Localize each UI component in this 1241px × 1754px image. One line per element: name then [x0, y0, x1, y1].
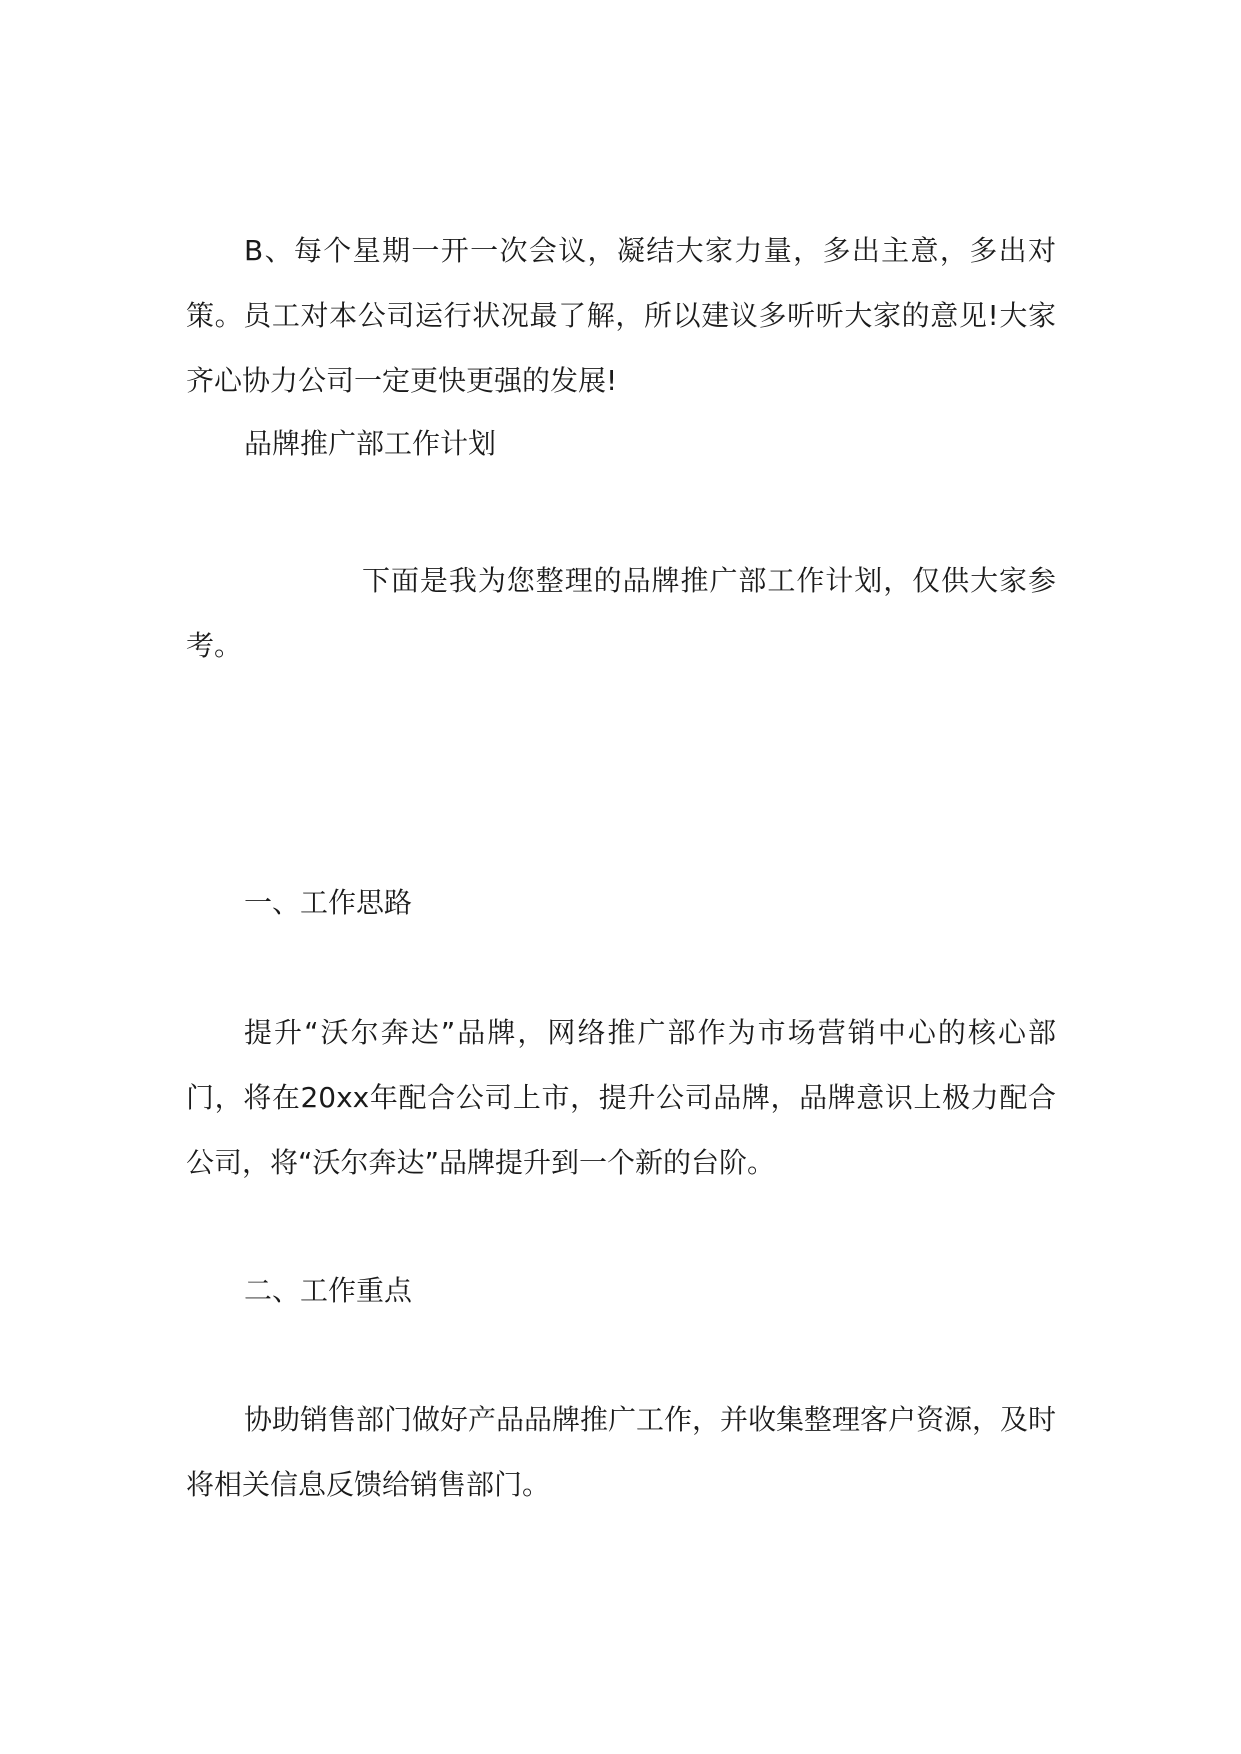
- heading-work-focus: 二、工作重点: [244, 1274, 413, 1307]
- heading-work-approach: 一、工作思路: [244, 886, 413, 919]
- intro-paragraph: 下面是我为您整理的品牌推广部工作计划，仅供大家参考。: [186, 564, 1056, 662]
- body-paragraph: 协助销售部门做好产品品牌推广工作，并收集整理客户资源，及时将相关信息反馈给销售部门。: [186, 1403, 1057, 1501]
- body-paragraph: B、每个星期一开一次会议，凝结大家力量，多出主意，多出对策。员工对本公司运行状况最了解，所以建议多听听大家的意见!大家齐心协力公司一定更快更强的发展!: [186, 234, 1056, 397]
- body-paragraph: 提升“沃尔奔达”品牌，网络推广部作为市场营销中心的核心部门，将在20xx年配合公司上市，提升公司品牌，品牌意识上极力配合公司，将“沃尔奔达”品牌提升到一个新的台阶。: [186, 1016, 1056, 1179]
- section-title: 品牌推广部工作计划: [244, 427, 497, 460]
